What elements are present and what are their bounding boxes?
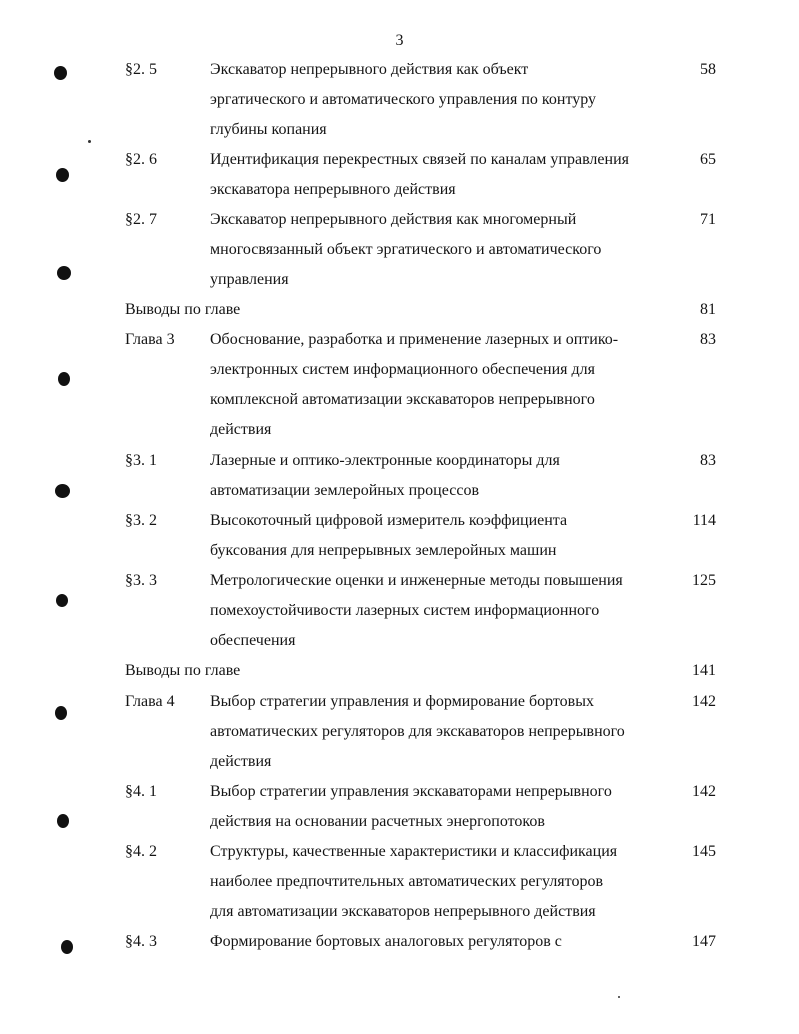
toc-entry-title xyxy=(210,927,680,957)
punch-hole-mark xyxy=(56,168,69,182)
punch-hole-mark xyxy=(61,940,73,954)
toc-entry-title-line: электронных систем информационного обеспечения для xyxy=(210,361,595,378)
scan-speck-mark xyxy=(88,140,91,143)
punch-hole-mark xyxy=(58,372,70,386)
toc-entry-title-line: эргатического и автоматического управления по контуру xyxy=(210,91,597,108)
toc-entry-title xyxy=(210,55,680,145)
toc-entry-label: §3. 2 xyxy=(125,512,157,529)
toc-entry-label: §2. 6 xyxy=(125,151,157,168)
toc-entry-title-line: буксования для непрерывных землеройных машин xyxy=(210,542,557,559)
toc-entry-label: Выводы по главе xyxy=(125,662,241,679)
toc-entry-page: 83 xyxy=(700,331,716,348)
punch-hole-mark xyxy=(55,706,67,720)
toc-entry-title xyxy=(210,687,680,777)
toc-entry-title xyxy=(210,325,680,445)
toc-entry-title xyxy=(210,446,680,506)
toc-entry-label: §3. 1 xyxy=(125,452,157,469)
toc-entry-label: §2. 5 xyxy=(125,61,157,78)
toc-entry-label: Глава 3 xyxy=(125,331,175,348)
toc-entry-title-line: многосвязанный объект эргатического и автоматического xyxy=(210,241,602,258)
toc-entry-page: 142 xyxy=(692,783,716,800)
punch-hole-mark xyxy=(56,594,68,607)
toc-entry-page: 83 xyxy=(700,452,716,469)
toc-entry-title-line: Лазерные и оптико-электронные координаторы для xyxy=(210,452,560,469)
toc-entry-title-line: автоматических регуляторов для экскаваторов непрерывного xyxy=(210,723,625,740)
toc-entry-page: 125 xyxy=(692,572,716,589)
punch-hole-mark xyxy=(54,66,67,80)
toc-entry-page: 147 xyxy=(692,933,716,950)
toc-entry-title-line: Выбор стратегии управления экскаваторами непрерывного xyxy=(210,783,612,800)
toc-entry-title-line: действия на основании расчетных энергопотоков xyxy=(210,813,545,830)
toc-entry-title xyxy=(210,145,680,205)
toc-entry-title-line: Экскаватор непрерывного действия как многомерный xyxy=(210,211,577,228)
toc-entry-page: 58 xyxy=(700,61,716,78)
toc-entry-title-line: действия xyxy=(210,753,272,770)
punch-hole-mark xyxy=(57,814,69,828)
toc-entry-label: §4. 1 xyxy=(125,783,157,800)
toc-entry-title-line: глубины копания xyxy=(210,121,327,138)
toc-entry-page: 145 xyxy=(692,843,716,860)
toc-entry-title-line: Формирование бортовых аналоговых регуляторов с xyxy=(210,933,562,950)
toc-entry-title-line: экскаватора непрерывного действия xyxy=(210,181,456,198)
toc-entry-title-line: Высокоточный цифровой измеритель коэффициента xyxy=(210,512,568,529)
toc-entry-title xyxy=(210,566,680,656)
toc-entry-title-line: комплексной автоматизации экскаваторов непрерывного xyxy=(210,391,595,408)
toc-entry-title xyxy=(210,777,680,837)
toc-entry-title xyxy=(210,506,680,566)
scan-speck-mark xyxy=(618,996,620,998)
toc-entry-title-line: Экскаватор непрерывного действия как объект xyxy=(210,61,529,78)
punch-hole-mark xyxy=(55,484,70,498)
toc-entry-page: 141 xyxy=(692,662,716,679)
toc-entry-label: §4. 2 xyxy=(125,843,157,860)
punch-hole-mark xyxy=(57,266,71,280)
toc-entry-page: 71 xyxy=(700,211,716,228)
toc-entry-title-line: обеспечения xyxy=(210,632,296,649)
toc-entry-title-line: Метрологические оценки и инженерные методы повышения xyxy=(210,572,623,589)
toc-entry-title-line: наиболее предпочтительных автоматических регуляторов xyxy=(210,873,603,890)
toc-entry-title-line: автоматизации землеройных процессов xyxy=(210,482,479,499)
toc-entry-title-line: Обоснование, разработка и применение лазерных и оптико- xyxy=(210,331,619,348)
page-number: 3 xyxy=(395,32,404,49)
toc-entry-page: 65 xyxy=(700,151,716,168)
toc-entry-label: Выводы по главе xyxy=(125,301,241,318)
toc-entry-label: Глава 4 xyxy=(125,693,175,710)
toc-entry-title-line: помехоустойчивости лазерных систем информационного xyxy=(210,602,600,619)
toc-entry-label: §4. 3 xyxy=(125,933,157,950)
toc-entry-label: §3. 3 xyxy=(125,572,157,589)
toc-entry-title-line: действия xyxy=(210,421,272,438)
toc-entry-title-line: Выбор стратегии управления и формирование бортовых xyxy=(210,693,594,710)
toc-entry-page: 142 xyxy=(692,693,716,710)
toc-entry-title-line: Структуры, качественные характеристики и классификация xyxy=(210,843,618,860)
toc-entry-title xyxy=(210,837,680,927)
toc-entry-title-line: для автоматизации экскаваторов непрерывного действия xyxy=(210,903,596,920)
toc-entry-label: §2. 7 xyxy=(125,211,157,228)
toc-entry-title xyxy=(210,205,680,295)
toc-entry-page: 114 xyxy=(692,512,716,529)
toc-entry-title-line: управления xyxy=(210,271,289,288)
toc-entry-title-line: Идентификация перекрестных связей по каналам управления xyxy=(210,151,629,168)
toc-entry-page: 81 xyxy=(700,301,716,318)
